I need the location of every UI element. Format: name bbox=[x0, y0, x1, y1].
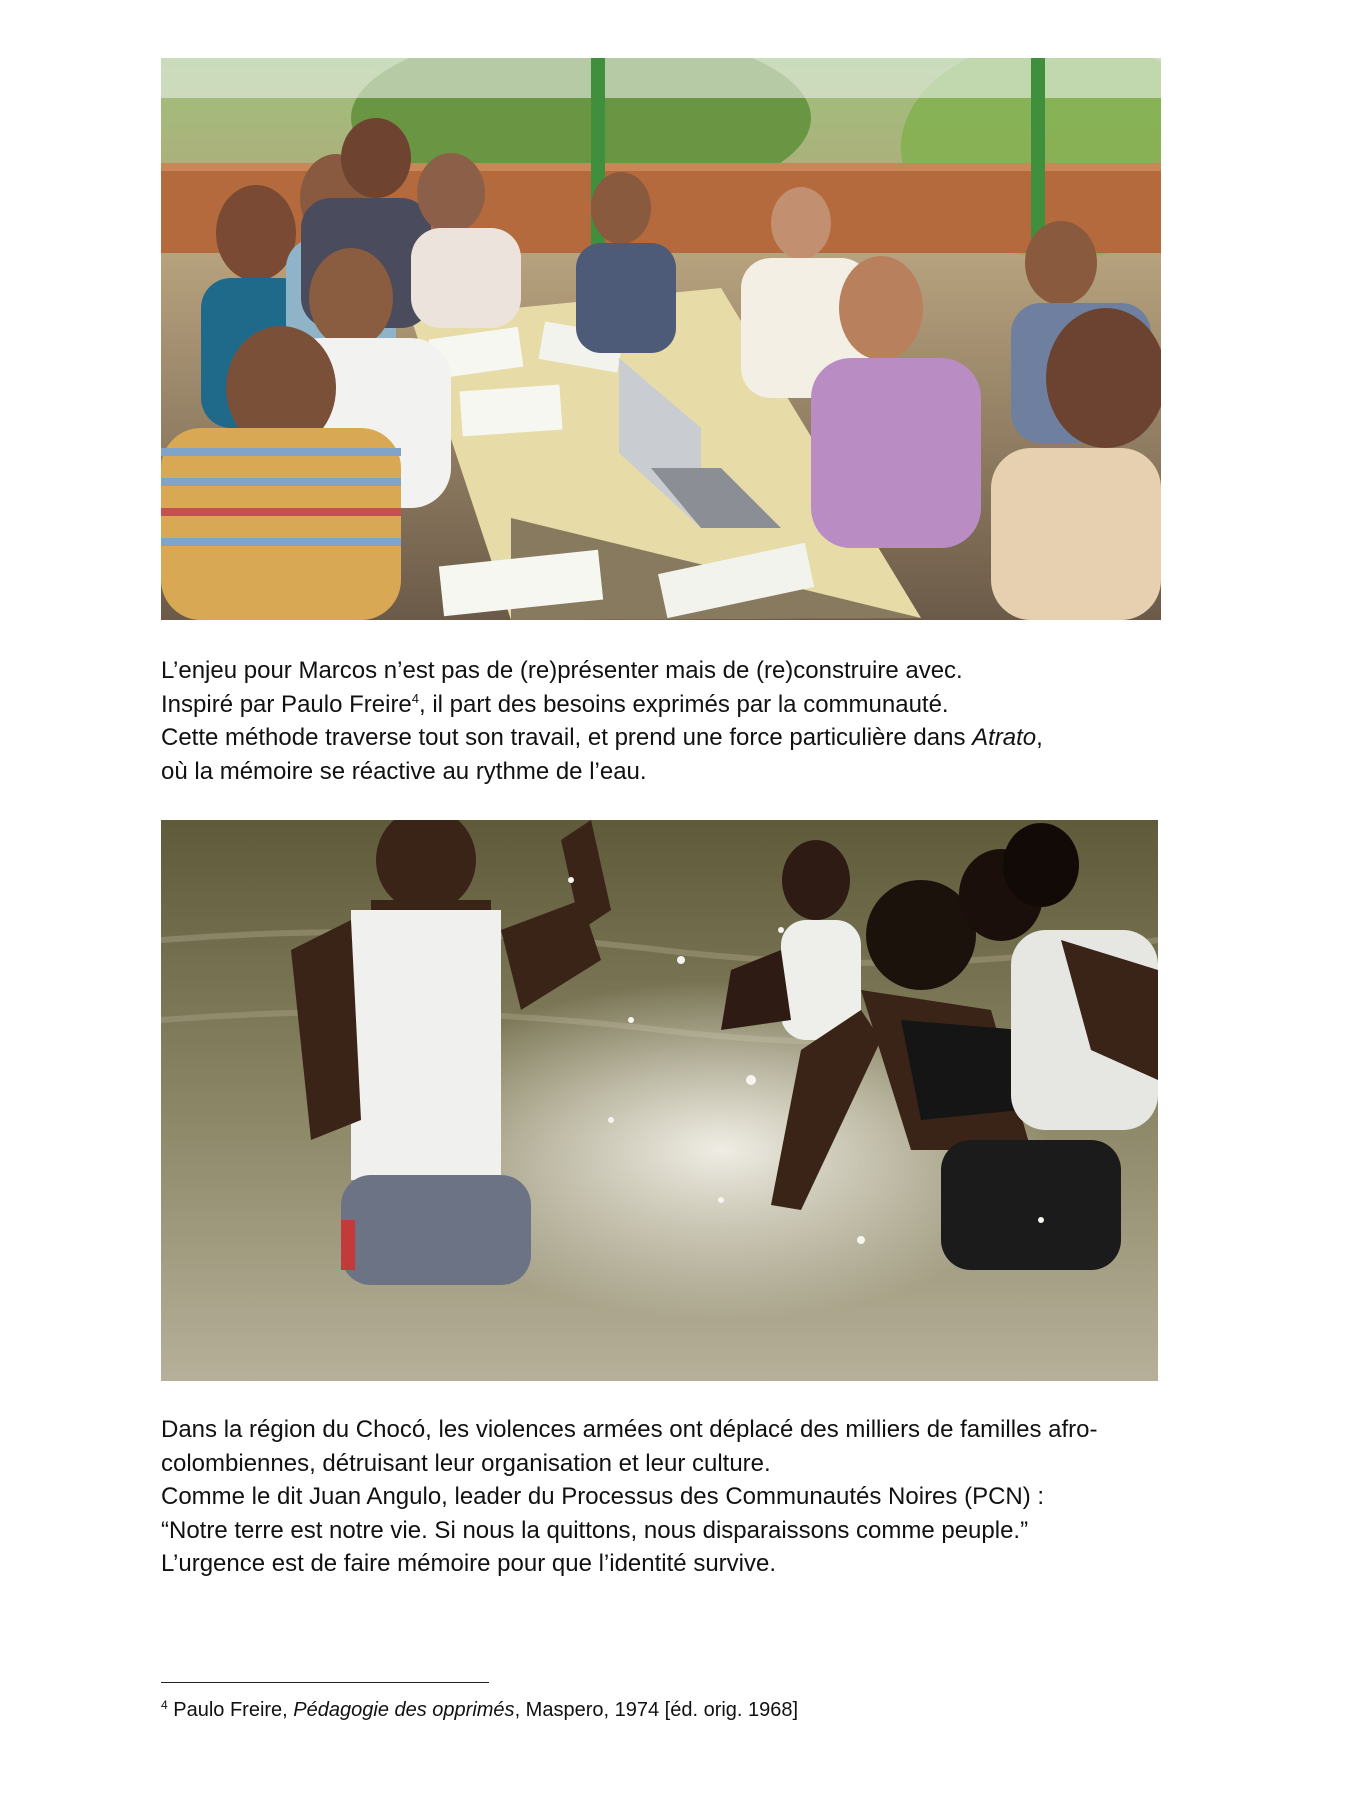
book-title: Pédagogie des opprimés bbox=[293, 1699, 515, 1721]
paragraph-text: , bbox=[1036, 724, 1043, 751]
paragraph-line: où la mémoire se réactive au rythme de l’eau. bbox=[161, 757, 647, 785]
paragraph-line bbox=[161, 721, 1221, 755]
paragraph-line: Comme le dit Juan Angulo, leader du Processus des Communautés Noires (PCN) : bbox=[161, 1483, 1045, 1510]
footnote-number: 4 bbox=[161, 1698, 168, 1712]
paragraph-line: L’urgence est de faire mémoire pour que l’identité survive. bbox=[161, 1550, 776, 1577]
footnote-divider bbox=[161, 1682, 489, 1683]
paragraph-text: Cette méthode traverse tout son travail, et prend une force particulière dans bbox=[161, 724, 973, 751]
paragraph-line bbox=[161, 688, 1221, 722]
paragraph-text: , il part des besoins exprimés par la communauté. bbox=[419, 690, 949, 718]
intro-paragraph bbox=[161, 654, 1221, 788]
footnote-text: , Maspero, 1974 [éd. orig. 1968] bbox=[514, 1699, 799, 1721]
river-photo-illustration bbox=[161, 820, 1158, 1381]
footnote bbox=[161, 1696, 798, 1724]
paragraph-line: colombiennes, détruisant leur organisation et leur culture. bbox=[161, 1449, 771, 1477]
river-photo bbox=[161, 820, 1158, 1381]
workshop-photo bbox=[161, 58, 1161, 620]
choco-paragraph bbox=[161, 1413, 1221, 1581]
paragraph-text: Inspiré par Paulo Freire bbox=[161, 690, 412, 718]
paragraph-line: L’enjeu pour Marcos n’est pas de (re)présenter mais de (re)construire avec. bbox=[161, 657, 963, 684]
quote-line: “Notre terre est notre vie. Si nous la quittons, nous disparaissons comme peuple.” bbox=[161, 1516, 1029, 1544]
workshop-photo-illustration bbox=[161, 58, 1161, 620]
film-title: Atrato bbox=[972, 724, 1037, 751]
footnote-text: Paulo Freire, bbox=[167, 1699, 294, 1721]
paragraph-line: Dans la région du Chocó, les violences armées ont déplacé des milliers de familles afro- bbox=[161, 1416, 1098, 1443]
footnote-reference[interactable]: 4 bbox=[411, 690, 420, 706]
